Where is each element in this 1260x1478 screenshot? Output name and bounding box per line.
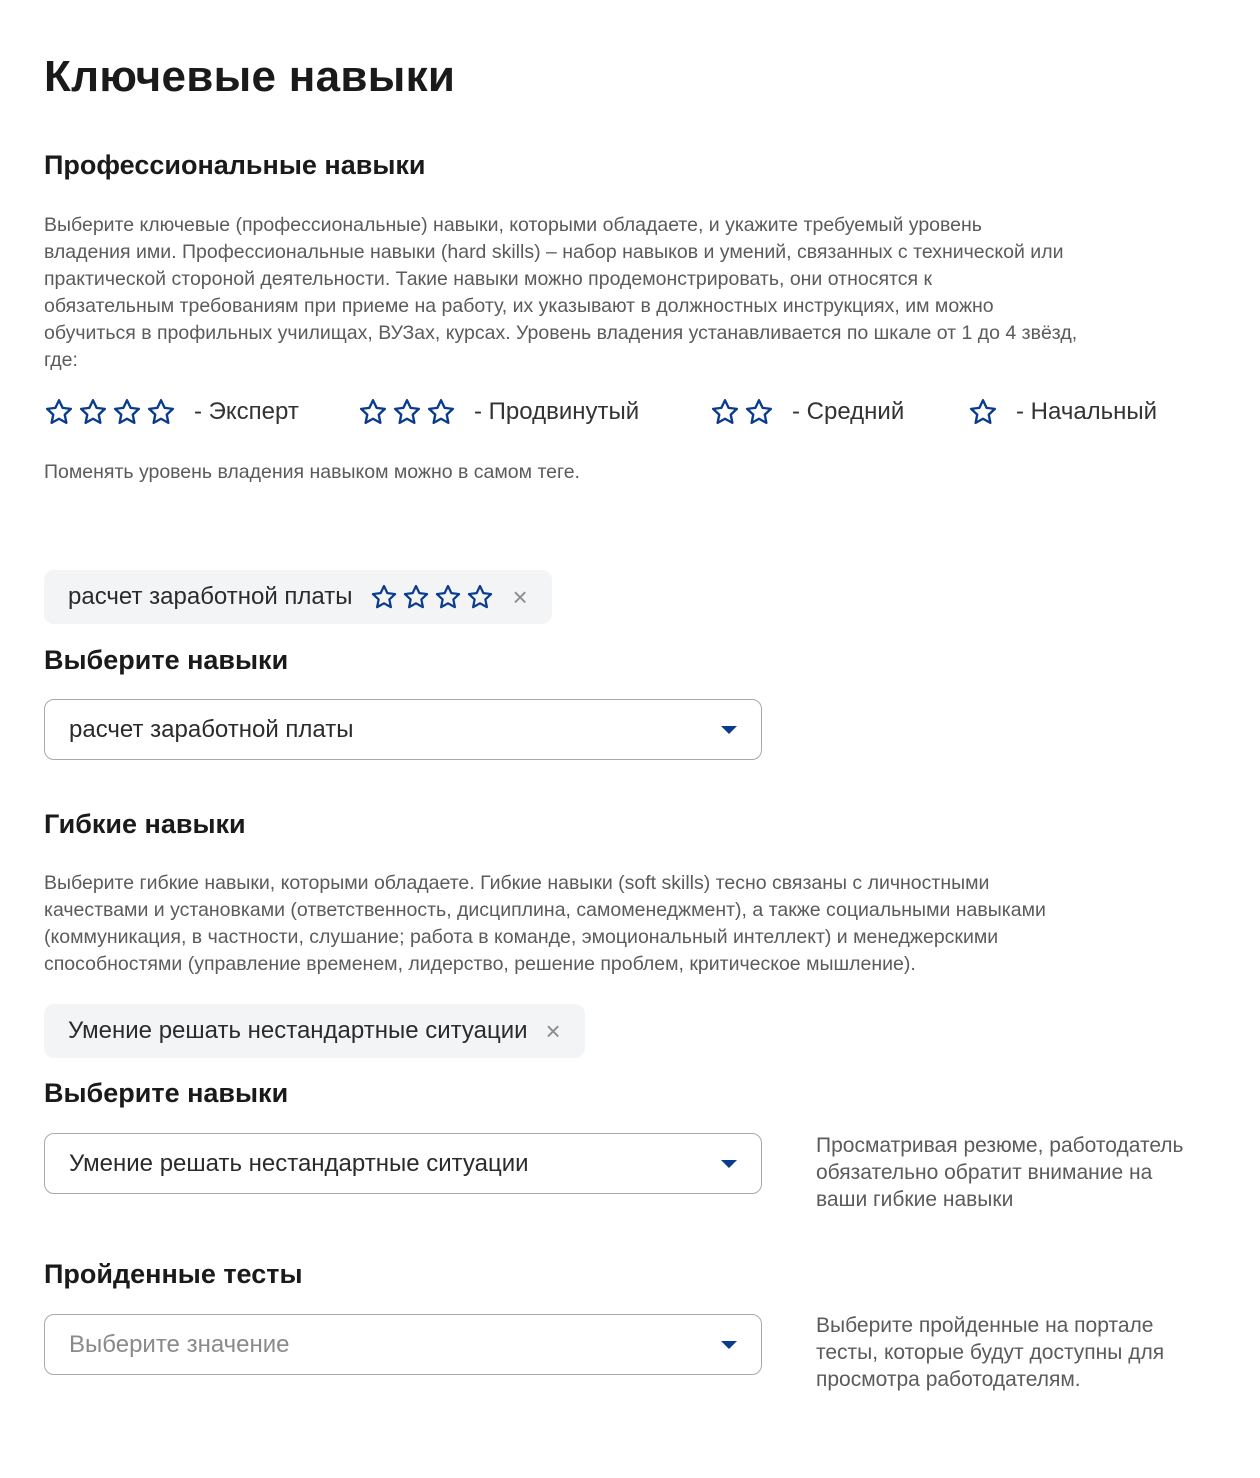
soft-skills-select[interactable]	[44, 1133, 762, 1194]
description-line: способностями (управление временем, лидерство, решение проблем, критическое мышление).	[44, 953, 916, 975]
legend-beginner	[968, 397, 1157, 427]
legend-label: - Начальный	[1016, 398, 1158, 425]
star-icon[interactable]	[466, 583, 494, 611]
skill-tag-label: Умение решать нестандартные ситуации	[68, 1017, 528, 1044]
select-value: Умение решать нестандартные ситуации	[69, 1149, 529, 1177]
star-icon[interactable]	[434, 583, 462, 611]
select-skills-label: Выберите навыки	[44, 1078, 289, 1108]
description-line: обязательным требованиям при приеме на работу, их указывают в должностных инструкциях, им можно	[44, 295, 994, 317]
select-value: расчет заработной платы	[69, 715, 354, 743]
description-line: обучиться в профильных училищах, ВУЗах, курсах. Уровень владения устанавливается по шкале от 1 до 4 звёзд,	[44, 322, 1078, 344]
legend-stars	[710, 397, 774, 427]
star-icon	[710, 397, 740, 427]
skill-tag-label: расчет заработной платы	[68, 583, 353, 610]
chevron-down-icon	[721, 726, 737, 734]
star-icon	[426, 397, 456, 427]
skill-tag	[44, 570, 552, 624]
soft-skills-description	[44, 870, 1244, 978]
level-change-note: Поменять уровень владения навыком можно в самом теге.	[44, 461, 580, 483]
tests-heading: Пройденные тесты	[44, 1259, 303, 1289]
description-line: владения ими. Профессиональные навыки (hard skills) – набор навыков и умений, связанных с технической или	[44, 241, 1064, 263]
hint-line: тесты, которые будут доступны для	[816, 1341, 1165, 1364]
skill-level-stars[interactable]	[370, 583, 494, 611]
star-icon	[146, 397, 176, 427]
select-skills-label: Выберите навыки	[44, 645, 289, 675]
star-icon	[78, 397, 108, 427]
hint-line: ваши гибкие навыки	[816, 1188, 1014, 1211]
professional-skills-description	[44, 212, 1244, 374]
star-icon[interactable]	[370, 583, 398, 611]
legend-stars	[44, 397, 176, 427]
page-title: Ключевые навыки	[44, 52, 456, 101]
hint-line: Выберите пройденные на портале	[816, 1314, 1154, 1337]
star-icon	[358, 397, 388, 427]
star-icon	[744, 397, 774, 427]
tests-hint	[816, 1312, 1236, 1393]
remove-tag-close-icon[interactable]: ×	[512, 582, 528, 612]
star-icon[interactable]	[402, 583, 430, 611]
legend-intermediate	[710, 397, 904, 427]
description-line: Выберите ключевые (профессиональные) навыки, которыми обладаете, и укажите требуемый уровень	[44, 214, 982, 236]
tests-select[interactable]	[44, 1314, 762, 1375]
star-icon	[392, 397, 422, 427]
hint-line: обязательно обратит внимание на	[816, 1161, 1153, 1184]
star-icon	[968, 397, 998, 427]
chevron-down-icon	[721, 1160, 737, 1168]
legend-stars	[358, 397, 456, 427]
remove-tag-close-icon[interactable]: ×	[545, 1016, 561, 1046]
description-line: Выберите гибкие навыки, которыми обладаете. Гибкие навыки (soft skills) тесно связаны с личностными	[44, 872, 990, 894]
hint-line: Просматривая резюме, работодатель	[816, 1134, 1184, 1157]
soft-skills-heading: Гибкие навыки	[44, 809, 246, 839]
legend-advanced	[358, 397, 639, 427]
legend-label: - Продвинутый	[474, 398, 640, 425]
star-icon	[44, 397, 74, 427]
description-line: качествами и установками (ответственность, дисциплина, самоменеджмент), а также социальными навыками	[44, 899, 1046, 921]
star-icon	[112, 397, 142, 427]
professional-skills-heading: Профессиональные навыки	[44, 150, 426, 180]
legend-label: - Эксперт	[194, 398, 299, 425]
description-line: (коммуникация, в частности, слушание; работа в команде, эмоциональный интеллект) и менеджерскими	[44, 926, 999, 948]
description-line: где:	[44, 349, 78, 371]
description-line: практической стороной деятельности. Такие навыки можно продемонстрировать, они относятся к	[44, 268, 932, 290]
select-placeholder: Выберите значение	[69, 1330, 290, 1358]
skill-tag	[44, 1004, 585, 1058]
professional-skills-select[interactable]	[44, 699, 762, 760]
legend-label: - Средний	[792, 398, 905, 425]
soft-skills-hint	[816, 1132, 1236, 1213]
legend-expert	[44, 397, 299, 427]
chevron-down-icon	[721, 1341, 737, 1349]
legend-stars	[968, 397, 998, 427]
hint-line: просмотра работодателям.	[816, 1368, 1081, 1391]
